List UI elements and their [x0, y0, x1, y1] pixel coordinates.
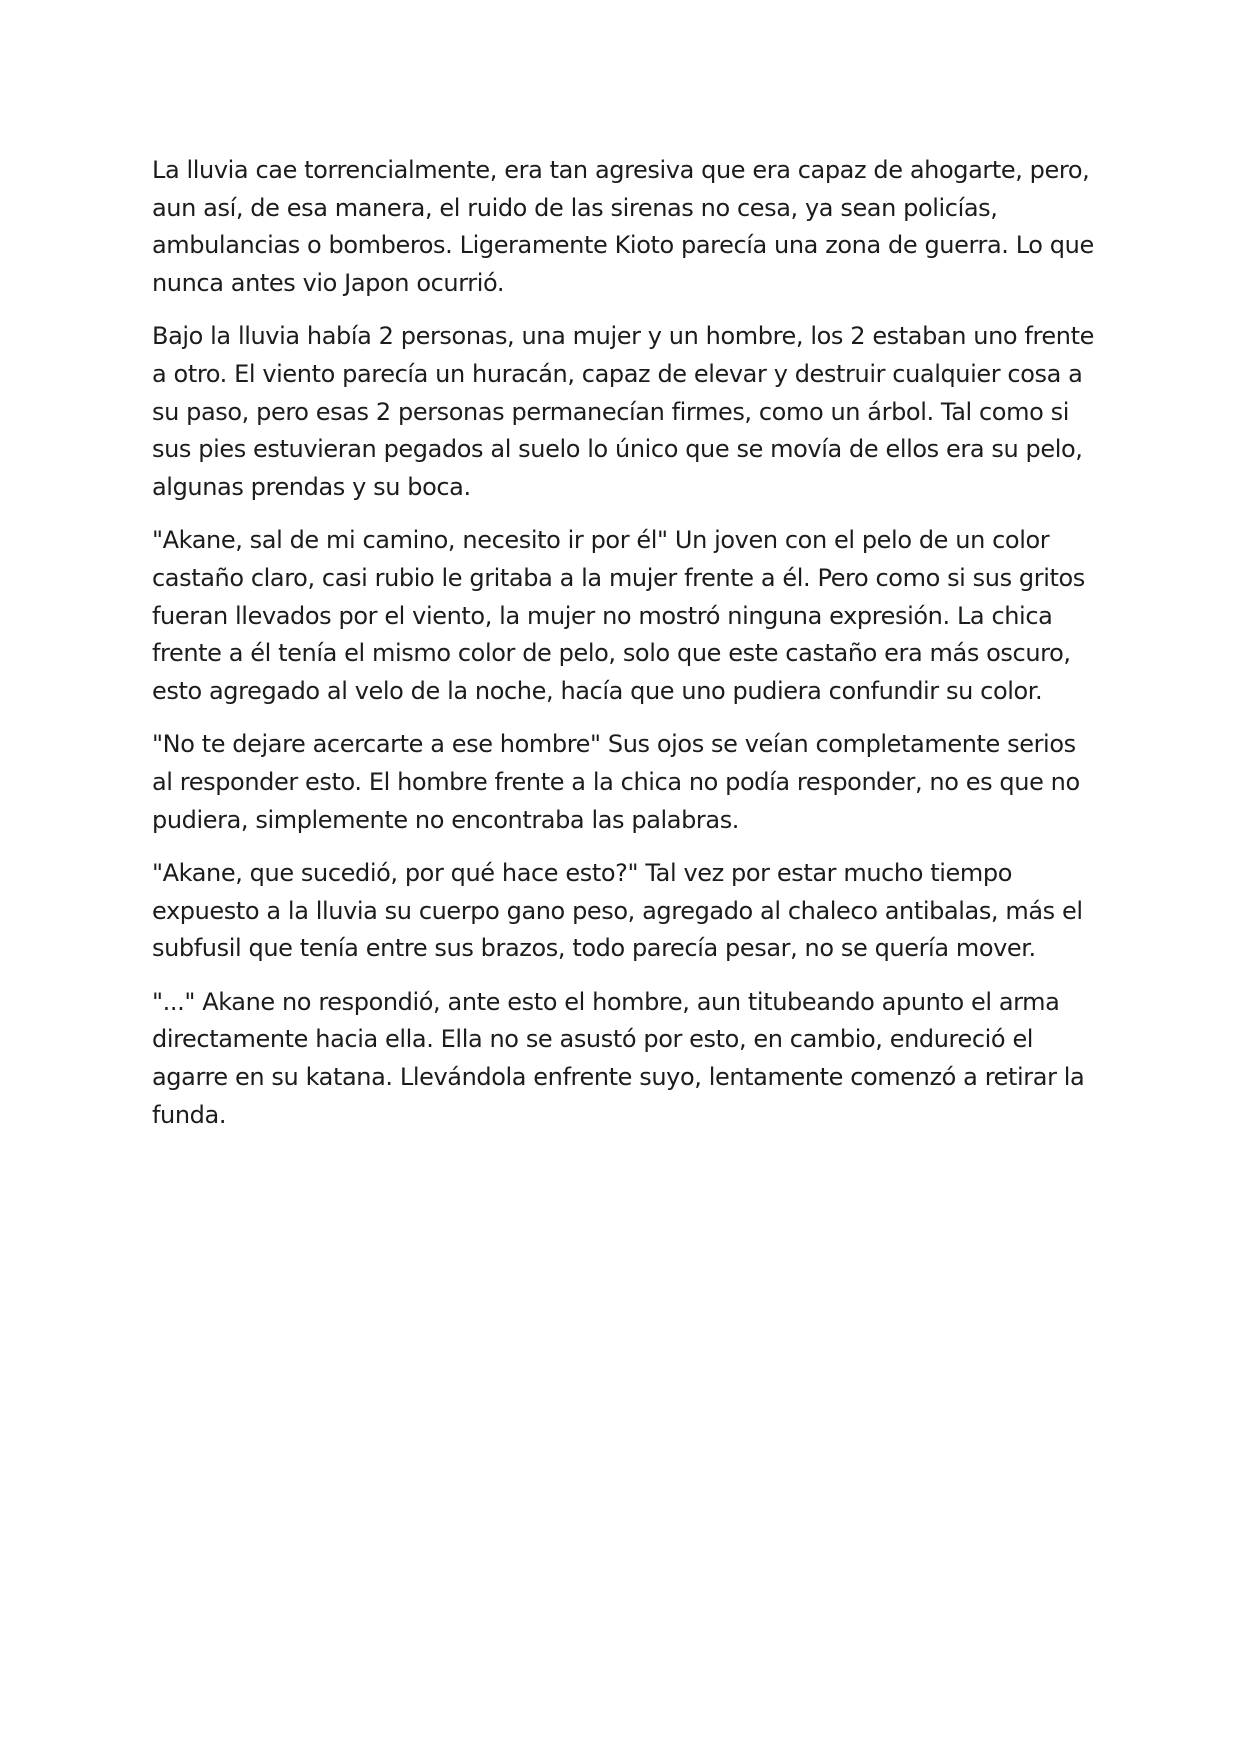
paragraph-1: La lluvia cae torrencialmente, era tan agresiva que era capaz de ahogarte, pero, aun así, de esa manera, el ruido de las sirenas no cesa, ya sean policías, ambulancias o bomberos. Ligeramente Kioto parecía una zona de guerra. Lo que nunca antes vio Japon ocurrió.: [152, 156, 1094, 297]
paragraph-6: "..." Akane no respondió, ante esto el hombre, aun titubeando apunto el arma directamente hacia ella. Ella no se asustó por esto, en cambio, endureció el agarre en su katana. Llevándola enfrente suyo, lentamente comenzó a retirar la funda.: [152, 987, 1085, 1129]
paragraph-4: "No te dejare acercarte a ese hombre" Sus ojos se veían completamente serios al responder esto. El hombre frente a la chica no podía responder, no es que no pudiera, simplemente no encontraba las palabras.: [152, 730, 1080, 834]
document-body: [152, 152, 1094, 1150]
paragraph-5: "Akane, que sucedió, por qué hace esto?" Tal vez por estar mucho tiempo expuesto a la lluvia su cuerpo gano peso, agregado al chaleco antibalas, más el subfusil que tenía entre sus brazos, todo parecía pesar, no se quería mover.: [152, 859, 1083, 963]
paragraph-3: "Akane, sal de mi camino, necesito ir por él" Un joven con el pelo de un color castaño claro, casi rubio le gritaba a la mujer frente a él. Pero como si sus gritos fueran llevados por el viento, la mujer no mostró ninguna expresión. La chica frente a él tenía el mismo color de pelo, solo que este castaño era más oscuro, esto agregado al velo de la noche, hacía que uno pudiera confundir su color.: [152, 526, 1085, 705]
paragraph-2: Bajo la lluvia había 2 personas, una mujer y un hombre, los 2 estaban uno frente a otro. El viento parecía un huracán, capaz de elevar y destruir cualquier cosa a su paso, pero esas 2 personas permanecían firmes, como un árbol. Tal como si sus pies estuvieran pegados al suelo lo único que se movía de ellos era su pelo, algunas prendas y su boca.: [152, 322, 1094, 501]
